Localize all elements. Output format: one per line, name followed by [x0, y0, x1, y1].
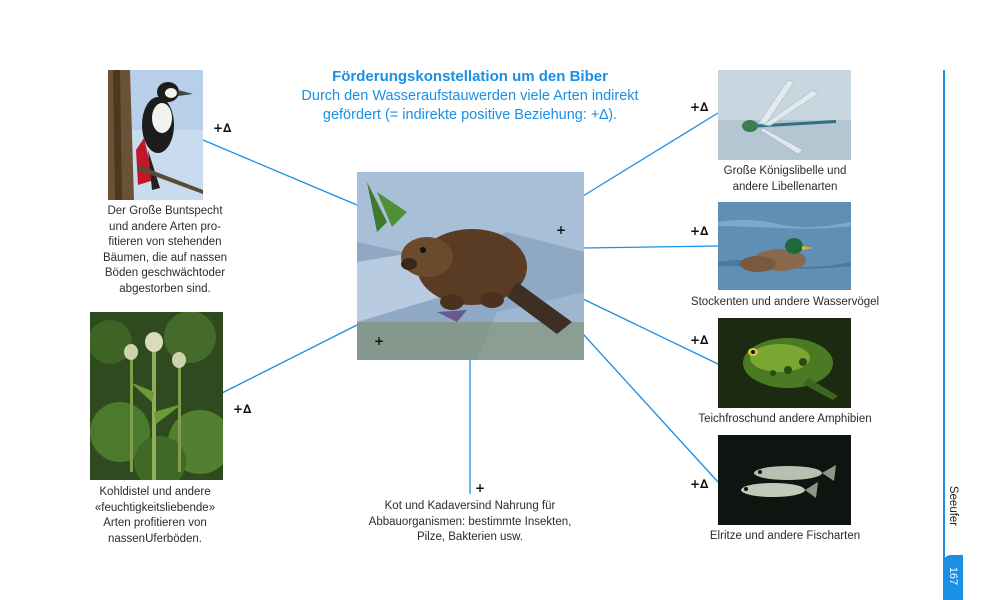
caption-duck: Stockenten und andere Wasservögel — [690, 296, 880, 308]
caption-woodpecker: Der Große Buntspecht und andere Arten pro- fitieren von stehenden Bäumen, die auf nassen Böden geschwächtoder abgestorben sind. — [102, 205, 228, 295]
plus-delta-dragonfly: +∆ — [690, 100, 709, 114]
line-thistle — [222, 325, 357, 393]
page-number: 167 — [947, 566, 959, 586]
plus-beaver-right: + — [556, 223, 567, 237]
title-line-1: Durch den Wasseraufstauwerden viele Arten indirekt — [301, 88, 639, 104]
caption-fish: Elritze und andere Fischarten — [709, 530, 861, 542]
line-duck — [583, 246, 718, 248]
diagram-title — [270, 67, 670, 125]
beaver-photo — [357, 172, 584, 360]
caption-dragonfly: Große Königslibelle und andere Libellenarten — [723, 165, 847, 193]
title-heading: Förderungskonstellation um den Biber — [332, 68, 608, 85]
line-woodpecker — [203, 140, 357, 205]
fish-photo — [718, 435, 851, 525]
plus-delta-frog: +∆ — [690, 333, 709, 347]
line-fish — [583, 334, 718, 482]
caption-frog: Teichfroschund andere Amphibien — [698, 413, 872, 425]
plus-delta-woodpecker: +∆ — [213, 121, 232, 135]
caption-thistle: Kohldistel und andere «feuchtigkeitsliebende» Arten profitieren von nassenUferböden. — [94, 486, 216, 545]
plus-decomposers: + — [475, 481, 486, 495]
frog-photo — [718, 318, 851, 408]
woodpecker-photo — [108, 70, 203, 200]
section-label: Seeufer — [947, 485, 959, 527]
dragonfly-photo — [718, 70, 851, 160]
plus-beaver-left: + — [374, 334, 385, 348]
duck-photo — [718, 202, 851, 290]
plus-delta-thistle: +∆ — [233, 402, 252, 416]
thistle-photo — [90, 312, 223, 480]
plus-delta-duck: +∆ — [690, 224, 709, 238]
caption-decomposers: Kot und Kadaversind Nahrung für Abbauorganismen: bestimmte Insekten, Pilze, Bakterien usw. — [368, 500, 572, 543]
title-line-2: gefördert (= indirekte positive Beziehung: +∆). — [322, 107, 618, 123]
plus-delta-fish: +∆ — [690, 477, 709, 491]
